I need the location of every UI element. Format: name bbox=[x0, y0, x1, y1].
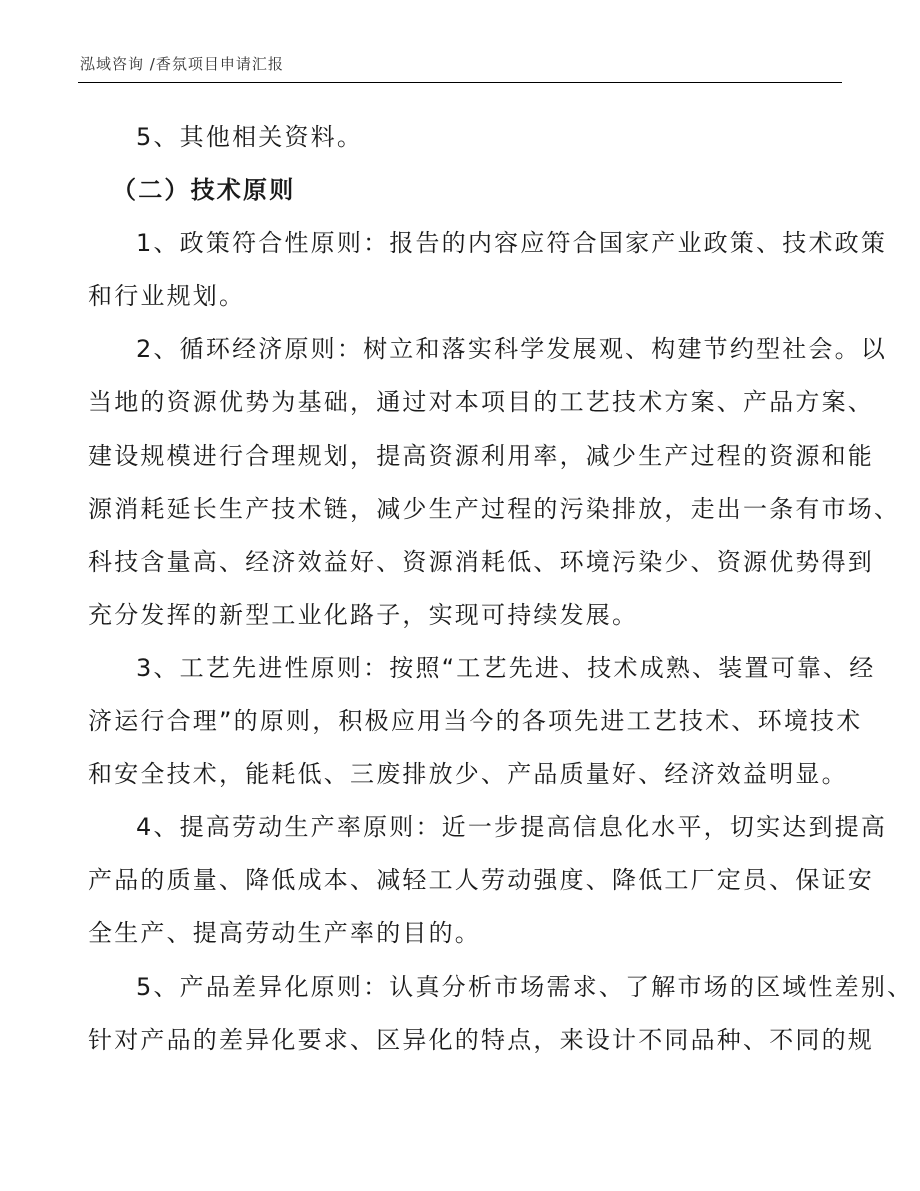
paragraph-line: 5、产品差异化原则：认真分析市场需求、了解市场的区域性差别、 bbox=[136, 972, 914, 1001]
paragraph-line: 当地的资源优势为基础，通过对本项目的工艺技术方案、产品方案、 bbox=[88, 388, 874, 417]
paragraph-line: 济运行合理”的原则，积极应用当今的各项先进工艺技术、环境技术 bbox=[88, 707, 863, 736]
paragraph-line: 建设规模进行合理规划，提高资源利用率，减少生产过程的资源和能 bbox=[88, 441, 874, 470]
paragraph-line: 科技含量高、经济效益好、资源消耗低、环境污染少、资源优势得到 bbox=[88, 547, 874, 576]
paragraph-line: 1、政策符合性原则：报告的内容应符合国家产业政策、技术政策 bbox=[136, 229, 888, 258]
paragraph-line: 和行业规划。 bbox=[88, 282, 246, 311]
body-text bbox=[88, 116, 914, 1072]
paragraph-line: 2、循环经济原则：树立和落实科学发展观、构建节约型社会。以 bbox=[136, 335, 888, 364]
paragraph-line: 针对产品的差异化要求、区异化的特点，来设计不同品种、不同的规 bbox=[88, 1025, 874, 1054]
page-header: 泓域咨询 /香氛项目申请汇报 bbox=[80, 55, 284, 73]
header-rule bbox=[78, 82, 842, 83]
paragraph-line: 充分发挥的新型工业化路子，实现可持续发展。 bbox=[88, 600, 639, 629]
paragraph-line: 和安全技术，能耗低、三废排放少、产品质量好、经济效益明显。 bbox=[88, 760, 848, 789]
section-heading: （二）技术原则 bbox=[112, 176, 296, 205]
paragraph-line: 全生产、提高劳动生产率的目的。 bbox=[88, 919, 481, 948]
paragraph-line: 4、提高劳动生产率原则：近一步提高信息化水平，切实达到提高 bbox=[136, 813, 888, 842]
list-item: 5、其他相关资料。 bbox=[136, 123, 364, 151]
paragraph-line: 源消耗延长生产技术链，减少生产过程的污染排放，走出一条有市场、 bbox=[88, 494, 901, 523]
paragraph-line: 产品的质量、降低成本、减轻工人劳动强度、降低工厂定员、保证安 bbox=[88, 866, 874, 895]
paragraph-line: 3、工艺先进性原则：按照“工艺先进、技术成熟、装置可靠、经 bbox=[136, 653, 876, 682]
